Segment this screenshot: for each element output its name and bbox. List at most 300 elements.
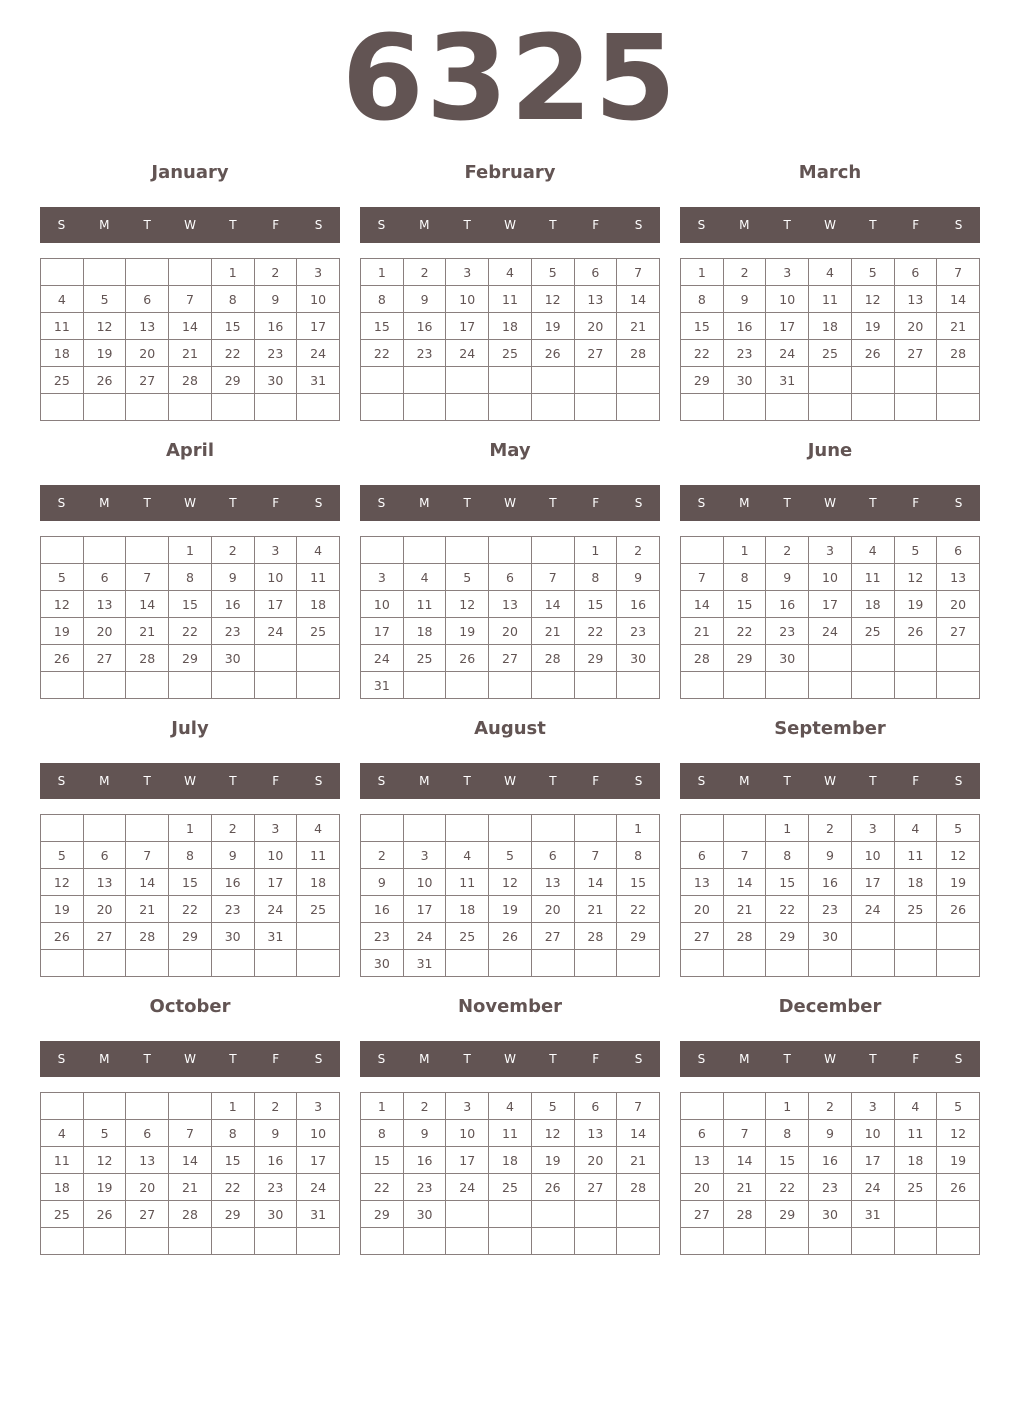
day-cell: 16	[254, 1147, 297, 1174]
day-cell: 9	[403, 286, 446, 313]
day-cell	[894, 645, 937, 672]
day-cell: 24	[446, 1174, 489, 1201]
weekday-label: T	[783, 218, 791, 232]
week-row	[361, 340, 660, 367]
day-cell: 7	[723, 842, 766, 869]
day-cell: 27	[937, 618, 980, 645]
day-cell	[41, 1228, 84, 1255]
day-cell: 27	[681, 1201, 724, 1228]
weekday-label: M	[419, 218, 430, 232]
week-row	[361, 564, 660, 591]
day-cell	[83, 259, 126, 286]
day-grid	[360, 536, 660, 699]
day-cell: 6	[894, 259, 937, 286]
day-cell: 25	[489, 340, 532, 367]
day-cell: 25	[41, 1201, 84, 1228]
week-row	[361, 869, 660, 896]
day-cell	[574, 672, 617, 699]
day-cell: 28	[126, 645, 169, 672]
day-cell: 9	[809, 1120, 852, 1147]
weekday-label: T	[783, 1052, 791, 1066]
week-row	[41, 950, 340, 977]
day-cell: 2	[403, 1093, 446, 1120]
month-name: February	[464, 162, 556, 183]
day-cell: 7	[531, 564, 574, 591]
day-cell: 5	[894, 537, 937, 564]
day-cell: 27	[126, 367, 169, 394]
day-cell	[531, 367, 574, 394]
day-cell: 13	[574, 1120, 617, 1147]
weekday-label: T	[783, 496, 791, 510]
day-cell: 10	[766, 286, 809, 313]
day-cell: 23	[723, 340, 766, 367]
weekday-label: T	[463, 774, 471, 788]
day-cell: 1	[723, 537, 766, 564]
day-cell: 7	[617, 259, 660, 286]
day-cell: 1	[766, 815, 809, 842]
day-cell	[446, 1228, 489, 1255]
day-cell: 3	[809, 537, 852, 564]
day-cell	[531, 394, 574, 421]
day-cell	[254, 950, 297, 977]
day-cell: 18	[41, 340, 84, 367]
day-cell: 18	[489, 313, 532, 340]
day-cell: 12	[851, 286, 894, 313]
day-cell	[361, 394, 404, 421]
weekday-label: T	[463, 1052, 471, 1066]
week-row	[41, 842, 340, 869]
weekday-label: T	[143, 774, 151, 788]
day-cell: 28	[617, 340, 660, 367]
day-cell: 4	[403, 564, 446, 591]
day-cell: 29	[574, 645, 617, 672]
weekday-header	[40, 763, 340, 799]
day-cell: 8	[723, 564, 766, 591]
day-cell: 14	[169, 313, 212, 340]
day-cell	[211, 950, 254, 977]
day-cell: 4	[297, 537, 340, 564]
day-cell: 30	[809, 923, 852, 950]
day-cell: 8	[361, 1120, 404, 1147]
day-cell: 1	[361, 1093, 404, 1120]
day-cell	[126, 537, 169, 564]
day-cell: 5	[851, 259, 894, 286]
day-cell	[126, 1093, 169, 1120]
weekday-label: F	[912, 774, 920, 788]
day-cell: 1	[766, 1093, 809, 1120]
week-row	[41, 618, 340, 645]
day-cell	[851, 645, 894, 672]
day-cell: 21	[723, 896, 766, 923]
weekday-header	[360, 485, 660, 521]
day-grid	[40, 536, 340, 699]
day-cell: 13	[83, 869, 126, 896]
weekday-label: W	[824, 496, 836, 510]
week-row	[361, 896, 660, 923]
day-cell: 14	[617, 286, 660, 313]
weekday-label: W	[824, 1052, 836, 1066]
day-cell: 9	[361, 869, 404, 896]
week-row	[361, 537, 660, 564]
day-cell: 26	[41, 923, 84, 950]
week-row	[361, 1228, 660, 1255]
day-cell: 3	[254, 537, 297, 564]
week-row	[361, 286, 660, 313]
day-cell: 13	[489, 591, 532, 618]
day-cell: 17	[254, 591, 297, 618]
day-cell: 19	[41, 618, 84, 645]
day-cell: 25	[297, 618, 340, 645]
day-cell: 31	[766, 367, 809, 394]
week-row	[361, 313, 660, 340]
day-cell: 17	[851, 1147, 894, 1174]
day-cell: 3	[851, 1093, 894, 1120]
weekday-label: S	[377, 496, 386, 510]
day-cell	[169, 259, 212, 286]
day-cell: 21	[169, 340, 212, 367]
week-row	[681, 923, 980, 950]
day-cell: 14	[126, 869, 169, 896]
weekday-label: S	[634, 774, 643, 788]
day-cell	[574, 950, 617, 977]
day-cell: 22	[169, 896, 212, 923]
week-row	[681, 1093, 980, 1120]
day-cell	[766, 1228, 809, 1255]
day-cell: 11	[41, 1147, 84, 1174]
day-grid	[360, 258, 660, 421]
day-cell: 6	[681, 842, 724, 869]
day-cell: 26	[83, 1201, 126, 1228]
day-cell: 21	[937, 313, 980, 340]
day-grid	[680, 258, 980, 421]
day-cell: 26	[531, 340, 574, 367]
day-cell: 5	[937, 1093, 980, 1120]
day-cell: 3	[851, 815, 894, 842]
day-cell: 13	[681, 1147, 724, 1174]
day-cell	[851, 394, 894, 421]
day-cell: 2	[403, 259, 446, 286]
week-row	[41, 1093, 340, 1120]
day-cell: 5	[446, 564, 489, 591]
day-cell: 9	[723, 286, 766, 313]
week-row	[41, 672, 340, 699]
day-cell: 4	[297, 815, 340, 842]
day-cell: 19	[937, 869, 980, 896]
day-cell	[617, 672, 660, 699]
day-cell	[809, 672, 852, 699]
weekday-label: F	[912, 496, 920, 510]
weekday-label: S	[697, 218, 706, 232]
day-cell: 22	[211, 340, 254, 367]
day-cell: 16	[809, 1147, 852, 1174]
day-cell: 16	[403, 313, 446, 340]
day-cell: 21	[617, 313, 660, 340]
month-name: November	[457, 996, 563, 1017]
day-cell	[809, 1228, 852, 1255]
day-cell: 27	[489, 645, 532, 672]
day-cell: 16	[254, 313, 297, 340]
weekday-label: M	[419, 496, 430, 510]
day-cell: 24	[851, 896, 894, 923]
day-cell: 14	[723, 1147, 766, 1174]
day-cell: 11	[297, 842, 340, 869]
day-cell: 19	[41, 896, 84, 923]
day-cell: 4	[894, 815, 937, 842]
weekday-label: S	[314, 496, 323, 510]
day-cell	[83, 815, 126, 842]
day-cell	[937, 645, 980, 672]
day-cell: 28	[723, 923, 766, 950]
day-cell: 5	[531, 1093, 574, 1120]
day-cell: 12	[489, 869, 532, 896]
day-cell: 25	[446, 923, 489, 950]
day-cell: 24	[297, 1174, 340, 1201]
day-cell: 15	[723, 591, 766, 618]
day-cell: 26	[894, 618, 937, 645]
weekday-label: F	[272, 774, 280, 788]
day-cell: 18	[894, 1147, 937, 1174]
day-cell	[489, 367, 532, 394]
day-cell	[446, 394, 489, 421]
day-cell: 4	[809, 259, 852, 286]
day-cell	[574, 367, 617, 394]
day-cell	[41, 950, 84, 977]
day-cell: 17	[403, 896, 446, 923]
day-cell: 18	[809, 313, 852, 340]
day-cell: 24	[254, 896, 297, 923]
day-cell: 12	[937, 842, 980, 869]
month-name: January	[151, 162, 229, 183]
day-cell: 2	[809, 815, 852, 842]
day-grid	[40, 258, 340, 421]
day-cell: 20	[126, 340, 169, 367]
day-cell: 30	[211, 645, 254, 672]
day-cell	[937, 367, 980, 394]
day-cell	[851, 367, 894, 394]
day-cell: 12	[83, 313, 126, 340]
day-cell: 13	[681, 869, 724, 896]
day-cell: 16	[403, 1147, 446, 1174]
day-cell: 15	[211, 313, 254, 340]
day-cell: 6	[531, 842, 574, 869]
weekday-label: T	[229, 774, 237, 788]
month-name: July	[171, 718, 209, 739]
day-cell: 14	[937, 286, 980, 313]
day-cell: 17	[446, 313, 489, 340]
day-cell: 10	[361, 591, 404, 618]
day-cell	[83, 537, 126, 564]
day-cell: 16	[766, 591, 809, 618]
year-title: 6325	[341, 9, 679, 147]
day-cell: 30	[361, 950, 404, 977]
day-cell: 6	[574, 259, 617, 286]
weekday-label: S	[57, 218, 66, 232]
day-cell: 31	[403, 950, 446, 977]
month-name: May	[489, 440, 531, 461]
weekday-label: M	[739, 496, 750, 510]
day-cell: 12	[83, 1147, 126, 1174]
day-cell: 17	[254, 869, 297, 896]
weekday-label: T	[869, 496, 877, 510]
day-cell: 18	[851, 591, 894, 618]
weekday-label: S	[954, 496, 963, 510]
day-cell: 28	[169, 1201, 212, 1228]
day-cell: 27	[574, 1174, 617, 1201]
day-cell: 8	[766, 1120, 809, 1147]
day-cell	[723, 672, 766, 699]
day-cell: 13	[126, 1147, 169, 1174]
day-cell: 3	[297, 1093, 340, 1120]
day-cell: 14	[617, 1120, 660, 1147]
day-cell: 26	[937, 896, 980, 923]
day-cell: 15	[766, 869, 809, 896]
weekday-label: W	[504, 774, 516, 788]
day-cell	[169, 1228, 212, 1255]
weekday-label: T	[143, 218, 151, 232]
day-cell	[681, 394, 724, 421]
day-cell: 11	[851, 564, 894, 591]
week-row	[361, 1093, 660, 1120]
day-cell: 3	[403, 842, 446, 869]
day-cell: 19	[531, 1147, 574, 1174]
day-cell: 22	[361, 340, 404, 367]
day-cell	[83, 672, 126, 699]
day-cell: 11	[489, 286, 532, 313]
day-grid	[680, 536, 980, 699]
day-cell: 18	[297, 869, 340, 896]
day-cell: 11	[41, 313, 84, 340]
day-cell: 20	[489, 618, 532, 645]
week-row	[681, 645, 980, 672]
month-name: April	[165, 440, 215, 461]
day-cell: 1	[169, 815, 212, 842]
day-cell: 16	[211, 869, 254, 896]
day-cell: 26	[489, 923, 532, 950]
day-cell: 11	[809, 286, 852, 313]
weekday-label: S	[57, 496, 66, 510]
day-cell: 4	[894, 1093, 937, 1120]
day-cell: 14	[169, 1147, 212, 1174]
day-cell: 8	[574, 564, 617, 591]
day-cell: 11	[446, 869, 489, 896]
day-cell: 15	[361, 1147, 404, 1174]
day-cell: 16	[617, 591, 660, 618]
day-cell	[574, 1228, 617, 1255]
day-cell: 23	[809, 896, 852, 923]
week-row	[361, 1174, 660, 1201]
day-cell: 29	[169, 645, 212, 672]
day-cell: 23	[766, 618, 809, 645]
day-cell: 19	[446, 618, 489, 645]
weekday-label: M	[739, 1052, 750, 1066]
day-cell: 24	[403, 923, 446, 950]
day-cell: 31	[297, 367, 340, 394]
weekday-label: M	[419, 1052, 430, 1066]
day-cell	[297, 394, 340, 421]
day-cell	[766, 950, 809, 977]
day-cell	[723, 950, 766, 977]
day-cell: 5	[83, 286, 126, 313]
week-row	[681, 1120, 980, 1147]
day-cell: 7	[126, 564, 169, 591]
day-cell: 29	[766, 923, 809, 950]
week-row	[681, 815, 980, 842]
day-cell: 18	[894, 869, 937, 896]
day-cell	[617, 1228, 660, 1255]
day-grid	[40, 814, 340, 977]
day-cell: 20	[574, 1147, 617, 1174]
day-cell: 24	[297, 340, 340, 367]
weekday-label: T	[549, 774, 557, 788]
weekday-label: S	[377, 218, 386, 232]
day-cell: 9	[403, 1120, 446, 1147]
weekday-label: T	[549, 218, 557, 232]
day-cell: 17	[851, 869, 894, 896]
day-grid	[680, 1092, 980, 1255]
weekday-label: S	[634, 496, 643, 510]
day-cell: 18	[446, 896, 489, 923]
day-cell	[894, 923, 937, 950]
week-row	[681, 1147, 980, 1174]
day-cell: 20	[681, 896, 724, 923]
day-cell: 14	[126, 591, 169, 618]
day-cell: 9	[211, 564, 254, 591]
day-cell: 2	[766, 537, 809, 564]
day-cell	[361, 537, 404, 564]
day-cell	[297, 672, 340, 699]
week-row	[361, 923, 660, 950]
week-row	[681, 591, 980, 618]
week-row	[681, 1174, 980, 1201]
day-cell: 11	[894, 842, 937, 869]
weekday-label: S	[57, 1052, 66, 1066]
day-grid	[360, 1092, 660, 1255]
day-cell	[126, 394, 169, 421]
weekday-label: W	[184, 1052, 196, 1066]
week-row	[681, 259, 980, 286]
day-cell: 13	[531, 869, 574, 896]
weekday-label: M	[99, 774, 110, 788]
day-cell	[126, 672, 169, 699]
week-row	[361, 815, 660, 842]
day-cell: 30	[403, 1201, 446, 1228]
day-grid	[360, 814, 660, 977]
day-cell: 28	[169, 367, 212, 394]
day-cell	[531, 1228, 574, 1255]
day-cell	[723, 394, 766, 421]
weekday-label: W	[184, 774, 196, 788]
day-cell: 8	[169, 564, 212, 591]
month-name: December	[778, 996, 882, 1017]
weekday-label: S	[314, 774, 323, 788]
day-cell: 9	[211, 842, 254, 869]
day-cell	[574, 1201, 617, 1228]
day-cell: 4	[41, 1120, 84, 1147]
weekday-header	[40, 485, 340, 521]
day-cell: 20	[894, 313, 937, 340]
week-row	[361, 618, 660, 645]
weekday-label: S	[634, 1052, 643, 1066]
week-row	[361, 367, 660, 394]
day-cell: 26	[937, 1174, 980, 1201]
day-cell: 15	[766, 1147, 809, 1174]
day-cell: 19	[937, 1147, 980, 1174]
day-cell	[894, 1228, 937, 1255]
week-row	[361, 591, 660, 618]
weekday-label: M	[739, 774, 750, 788]
day-cell: 30	[211, 923, 254, 950]
week-row	[41, 1201, 340, 1228]
